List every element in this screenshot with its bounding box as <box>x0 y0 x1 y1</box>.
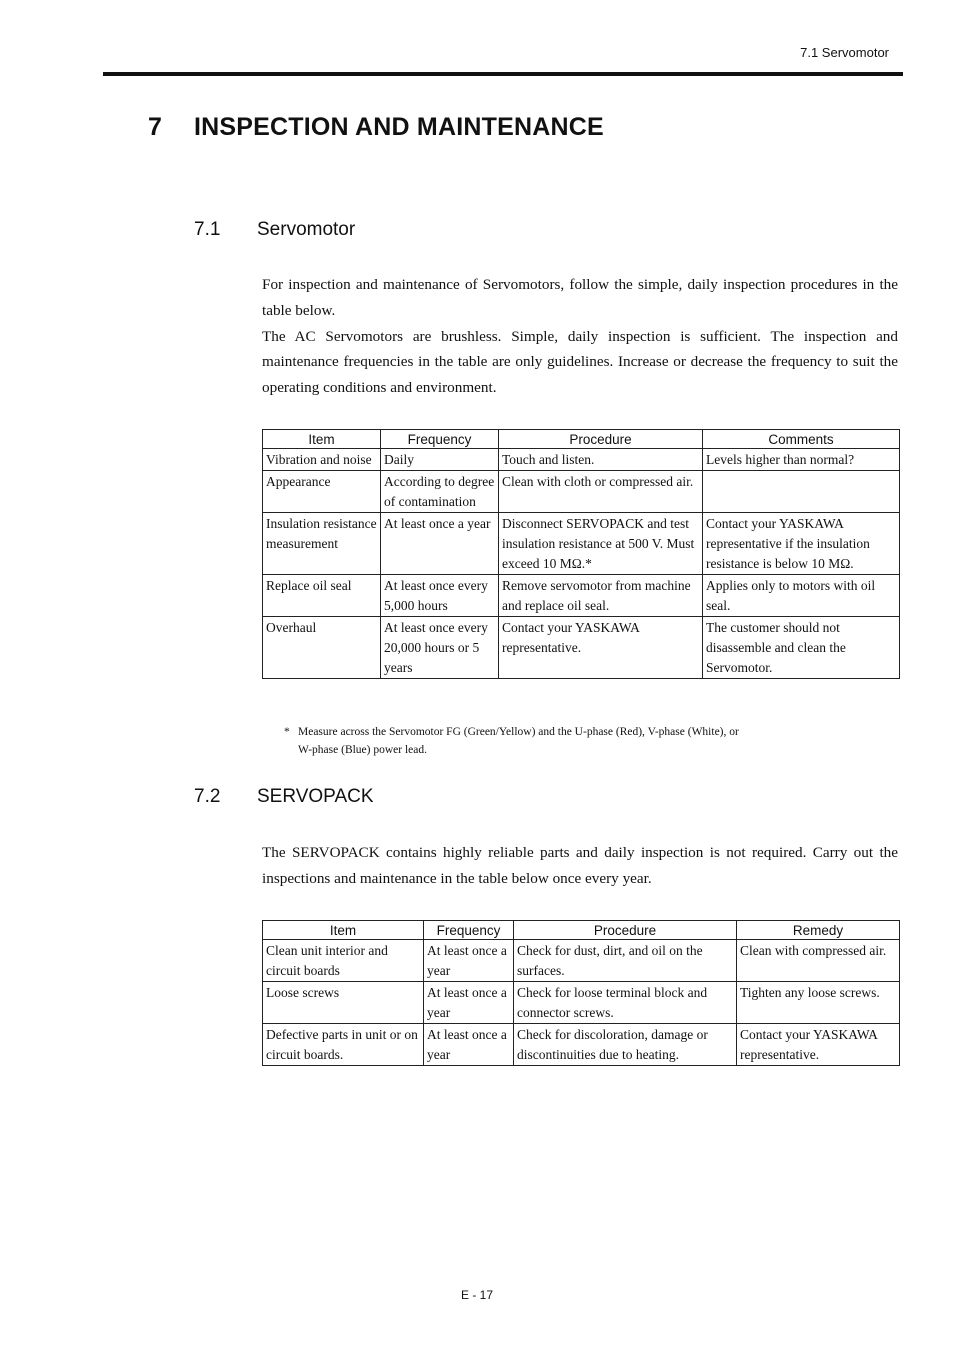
cell-comments <box>703 471 900 513</box>
footnote <box>284 723 739 759</box>
cell-item: Vibration and noise <box>263 449 381 471</box>
section-7-2-intro <box>262 840 898 892</box>
cell-procedure: Remove servomotor from machine and replace oil seal. <box>499 575 703 617</box>
table-row <box>263 575 900 617</box>
cell-comments: Applies only to motors with oil seal. <box>703 575 900 617</box>
cell-item: Replace oil seal <box>263 575 381 617</box>
footnote-line-1: Measure across the Servomotor FG (Green/Yellow) and the U-phase (Red), V-phase (White), or <box>298 726 739 738</box>
chapter-title-text: INSPECTION AND MAINTENANCE <box>194 113 604 141</box>
cell-procedure: Check for discoloration, damage or discontinuities due to heating. <box>514 1024 737 1066</box>
column-header-procedure: Procedure <box>499 430 703 449</box>
cell-frequency: According to degree of contamination <box>381 471 499 513</box>
cell-remedy: Contact your YASKAWA representative. <box>737 1024 900 1066</box>
servomotor-inspection-table <box>262 429 900 679</box>
cell-item: Clean unit interior and circuit boards <box>263 940 424 982</box>
table-row <box>263 449 900 471</box>
cell-procedure: Disconnect SERVOPACK and test insulation resistance at 500 V. Must exceed 10 MΩ.* <box>499 513 703 575</box>
table-row <box>263 617 900 679</box>
cell-frequency: At least once a year <box>424 940 514 982</box>
cell-procedure: Check for loose terminal block and connector screws. <box>514 982 737 1024</box>
cell-procedure: Touch and listen. <box>499 449 703 471</box>
section-7-1-title: Servomotor <box>257 219 356 240</box>
column-header-item: Item <box>263 430 381 449</box>
section-7-1-intro <box>262 272 898 401</box>
table-header-row <box>263 921 900 940</box>
table-row <box>263 982 900 1024</box>
chapter-number: 7 <box>148 113 163 141</box>
page-number: E - 17 <box>460 1288 493 1302</box>
cell-item: Insulation resistance measurement <box>263 513 381 575</box>
servopack-inspection-table <box>262 920 900 1066</box>
table-header-row <box>263 430 900 449</box>
cell-frequency: At least once a year <box>424 1024 514 1066</box>
column-header-remedy: Remedy <box>737 921 900 940</box>
cell-remedy: Clean with compressed air. <box>737 940 900 982</box>
cell-comments: Levels higher than normal? <box>703 449 900 471</box>
cell-comments: The customer should not disassemble and clean the Servomotor. <box>703 617 900 679</box>
table-row <box>263 513 900 575</box>
cell-item: Overhaul <box>263 617 381 679</box>
column-header-procedure: Procedure <box>514 921 737 940</box>
cell-frequency: At least once every 20,000 hours or 5 years <box>381 617 499 679</box>
cell-item: Defective parts in unit or on circuit boards. <box>263 1024 424 1066</box>
running-header: 7.1 Servomotor <box>800 45 889 60</box>
footnote-line-2: W-phase (Blue) power lead. <box>298 744 428 756</box>
column-header-frequency: Frequency <box>381 430 499 449</box>
cell-frequency: Daily <box>381 449 499 471</box>
header-rule <box>103 72 903 76</box>
cell-comments: Contact your YASKAWA representative if the insulation resistance is below 10 MΩ. <box>703 513 900 575</box>
cell-frequency: At least once every 5,000 hours <box>381 575 499 617</box>
cell-remedy: Tighten any loose screws. <box>737 982 900 1024</box>
section-7-2-number: 7.2 <box>194 786 221 807</box>
table-row <box>263 940 900 982</box>
section-7-2-paragraph-1: The SERVOPACK contains highly reliable parts and daily inspection is not required. Carry out the inspections and maintenance in the table below once every year. <box>262 844 898 887</box>
cell-frequency: At least once a year <box>381 513 499 575</box>
chapter-title <box>148 113 604 142</box>
table-row <box>263 471 900 513</box>
cell-procedure: Clean with cloth or compressed air. <box>499 471 703 513</box>
table-row <box>263 1024 900 1066</box>
cell-procedure: Contact your YASKAWA representative. <box>499 617 703 679</box>
footnote-mark: * <box>284 726 290 738</box>
section-7-2-title: SERVOPACK <box>257 786 374 807</box>
section-7-1-paragraph-2: The AC Servomotors are brushless. Simple, daily inspection is sufficient. The inspection and maintenance frequencies in the table are only guidelines. Increase or decrease the frequency to suit the operating conditions and environment. <box>262 327 898 397</box>
section-7-1-heading <box>194 219 355 241</box>
cell-procedure: Check for dust, dirt, and oil on the surfaces. <box>514 940 737 982</box>
section-7-1-paragraph-1: For inspection and maintenance of Servomotors, follow the simple, daily inspection procedures in the table below. <box>262 276 898 319</box>
section-7-2-heading <box>194 786 374 808</box>
cell-frequency: At least once a year <box>424 982 514 1024</box>
column-header-comments: Comments <box>703 430 900 449</box>
column-header-item: Item <box>263 921 424 940</box>
cell-item: Appearance <box>263 471 381 513</box>
cell-item: Loose screws <box>263 982 424 1024</box>
section-7-1-number: 7.1 <box>194 219 221 240</box>
column-header-frequency: Frequency <box>424 921 514 940</box>
